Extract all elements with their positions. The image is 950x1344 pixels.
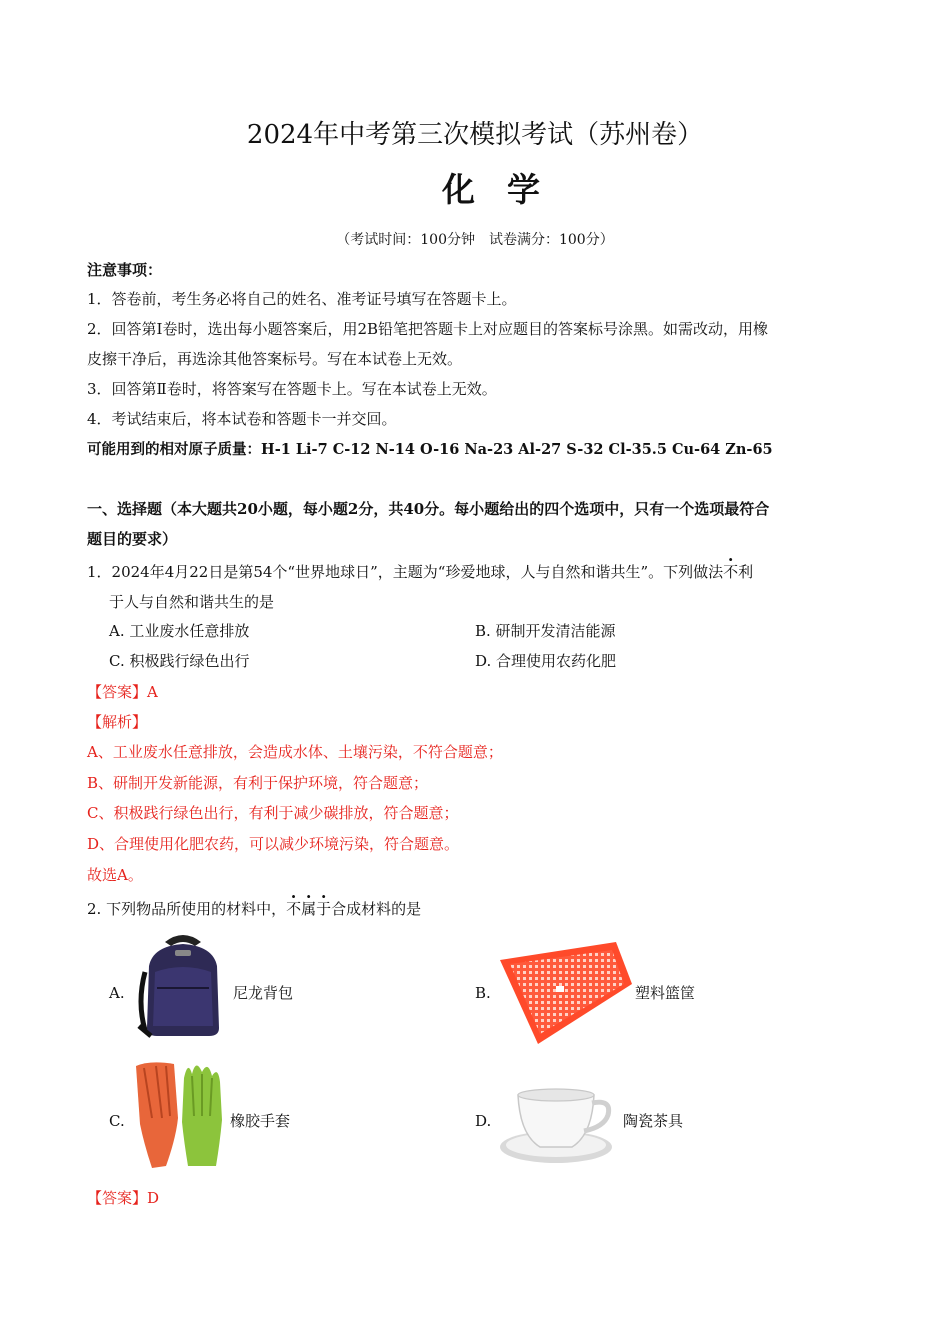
q1-analysis-label: 【解析】 <box>87 713 148 731</box>
q1-option-a: A. 工业废水任意排放 <box>109 622 250 640</box>
q2-option-d-label: 陶瓷茶具 <box>623 1112 684 1130</box>
notice-item-3: 3．回答第Ⅱ卷时，将答案写在答题卡上。写在本试卷上无效。 <box>87 380 497 398</box>
exam-time-info: （考试时间：100分钟 试卷满分：100分） <box>336 232 614 248</box>
q1-stem: 1．2024年4月22日是第54个“世界地球日”，主题为“珍爱地球，人与自然和谐共生”。下列做法不利 <box>87 563 754 581</box>
q2-option-c-letter: C. <box>109 1112 125 1130</box>
ceramic-teacup-image <box>498 1085 616 1167</box>
q1-option-d: D. 合理使用农药化肥 <box>475 652 617 670</box>
emphasis-dot: 于 <box>316 900 332 918</box>
q2-answer: 【答案】D <box>87 1189 160 1207</box>
q2-option-c-label: 橡胶手套 <box>230 1112 291 1130</box>
notice-heading: 注意事项： <box>87 261 163 279</box>
q1-stem-cont: 于人与自然和谐共生的是 <box>109 593 275 611</box>
backpack-image <box>135 932 231 1042</box>
q1-answer: 【答案】A <box>87 683 158 701</box>
page-title: 2024年中考第三次模拟考试（苏州卷） <box>246 120 704 150</box>
q2-option-a-letter: A. <box>109 984 125 1002</box>
q2-option-b-letter: B. <box>475 984 491 1002</box>
emphasis-dot: 不 <box>723 563 739 581</box>
notice-item-2: 2．回答第Ⅰ卷时，选出每小题答案后，用2B铅笔把答题卡上对应题目的答案标号涂黑。如需改动，用橡 <box>87 320 769 338</box>
q2-stem: 2. 下列物品所使用的材料中，不属于合成材料的是 <box>87 900 422 918</box>
rubber-gloves-image <box>130 1058 230 1172</box>
section-heading: 一、选择题（本大题共20小题，每小题2分，共40分。每小题给出的四个选项中，只有一个选项最符合 <box>87 500 770 518</box>
q1-analysis-d: D、合理使用化肥农药，可以减少环境污染，符合题意。 <box>87 835 460 853</box>
q2-option-a-label: 尼龙背包 <box>233 984 294 1002</box>
notice-item-4: 4．考试结束后，将本试卷和答题卡一并交回。 <box>87 410 397 428</box>
notice-item-1: 1．答卷前，考生务必将自己的姓名、准考证号填写在答题卡上。 <box>87 290 517 308</box>
q2-option-d-letter: D. <box>475 1112 492 1130</box>
emphasis-dot: 属 <box>301 900 317 918</box>
q1-analysis-a: A、工业废水任意排放，会造成水体、土壤污染，不符合题意； <box>87 743 503 761</box>
notice-item-2-cont: 皮擦干净后，再选涂其他答案标号。写在本试卷上无效。 <box>87 350 463 368</box>
atomic-masses: 可能用到的相对原子质量：H-1 Li-7 C-12 N-14 O-16 Na-23 Al-27 S-32 Cl-35.5 Cu-64 Zn-65 <box>87 441 773 458</box>
q1-analysis-b: B、研制开发新能源，有利于保护环境，符合题意； <box>87 774 429 792</box>
q1-conclusion: 故选A。 <box>87 866 143 884</box>
q1-analysis-c: C、积极践行绿色出行，有利于减少碳排放，符合题意； <box>87 804 459 822</box>
q1-option-b: B. 研制开发清洁能源 <box>475 622 616 640</box>
q2-option-b-label: 塑料篮筐 <box>635 984 696 1002</box>
plastic-basket-image <box>498 940 634 1046</box>
section-heading-cont: 题目的要求） <box>87 530 178 548</box>
q1-option-c: C. 积极践行绿色出行 <box>109 652 250 670</box>
subject-title: 化学 <box>442 170 572 209</box>
emphasis-dot: 不 <box>286 900 302 918</box>
